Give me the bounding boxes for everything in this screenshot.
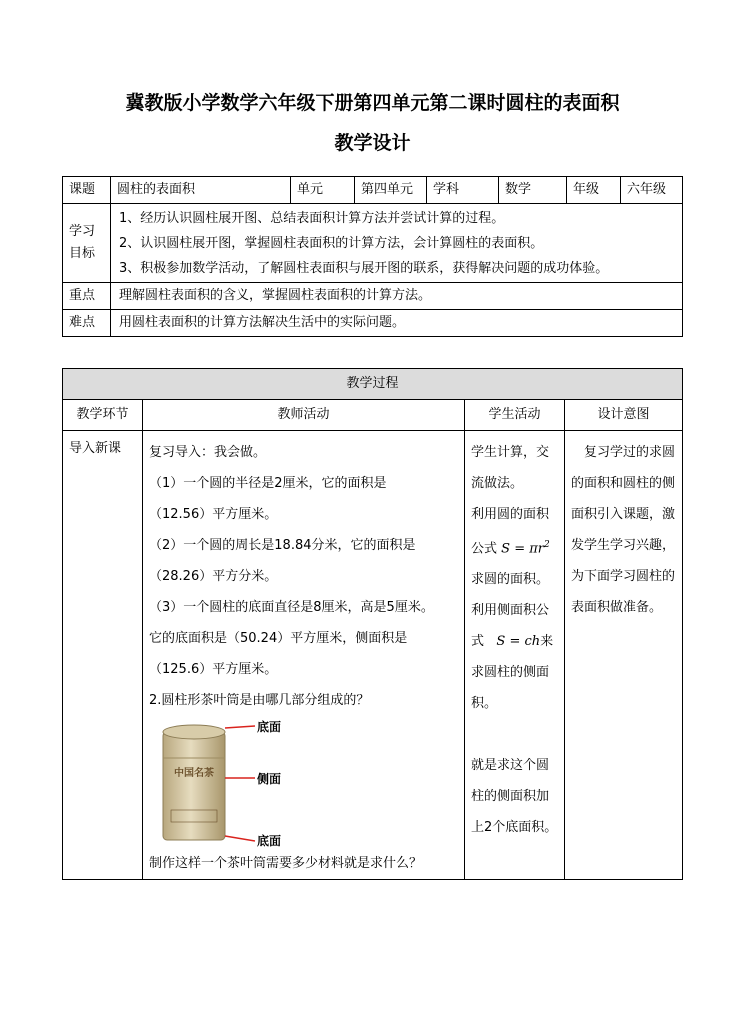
- topic-label: 课题: [63, 177, 111, 204]
- goal-item: 1、经历认识圆柱展开图、总结表面积计算方法并尝试计算的过程。: [119, 210, 505, 226]
- design-intent: 复习学过的求圆的面积和圆柱的侧面积引入课题，激发学生学习兴趣，为下面学习圆柱的表面积做准备。: [565, 431, 683, 880]
- stage-cell: 导入新课: [63, 431, 143, 880]
- grade-label: 年级: [567, 177, 621, 204]
- formula-exponent: 2: [543, 540, 550, 550]
- process-header: 教学过程: [63, 369, 683, 400]
- side-label: 侧面: [257, 772, 282, 786]
- col-teacher: 教师活动: [143, 400, 465, 431]
- lateral-area-formula: S = ch: [496, 634, 541, 650]
- col-intent: 设计意图: [565, 400, 683, 431]
- tea-can-figure: [149, 718, 458, 848]
- student-line: 就是求这个圆: [471, 758, 550, 774]
- can-brand-text: 中国名茶: [174, 768, 214, 779]
- goals-cell: [111, 204, 683, 283]
- col-stage: 教学环节: [63, 400, 143, 431]
- student-line: 流做法。: [471, 476, 524, 491]
- teacher-line: （125.6）平方厘米。: [149, 662, 278, 677]
- student-line: [471, 530, 558, 564]
- subject-label: 学科: [427, 177, 499, 204]
- topic-value: 圆柱的表面积: [111, 177, 291, 204]
- goals-label: 学习目标: [63, 204, 111, 283]
- teacher-line: （12.56）平方厘米。: [149, 507, 278, 522]
- key-label: 重点: [63, 283, 111, 310]
- goal-item: 2、认识圆柱展开图，掌握圆柱表面积的计算方法，会计算圆柱的表面积。: [119, 235, 544, 251]
- spacer: [471, 719, 558, 750]
- col-student: 学生活动: [465, 400, 565, 431]
- grade-value: 六年级: [621, 177, 683, 204]
- top-base-label: 底面: [257, 720, 282, 734]
- student-text: 式: [471, 634, 485, 650]
- student-text: 来: [540, 634, 554, 650]
- goal-item: 3、积极参加数学活动，了解圆柱表面积与展开图的联系，获得解决问题的成功体验。: [119, 260, 609, 276]
- circle-area-formula: S = πr: [501, 541, 544, 557]
- difficulty-label: 难点: [63, 310, 111, 337]
- student-line: 学生计算，交: [471, 445, 550, 460]
- teacher-line: （1）一个圆的半径是2厘米，它的面积是: [149, 476, 387, 491]
- unit-value: 第四单元: [355, 177, 427, 204]
- info-table: [62, 176, 683, 337]
- process-table: [62, 368, 683, 880]
- teacher-line: 2.圆柱形茶叶筒是由哪几部分组成的？: [149, 693, 370, 708]
- teacher-line: 它的底面积是（50.24）平方厘米，侧面积是: [149, 631, 408, 646]
- teacher-line: （3）一个圆柱的底面直径是8厘米，高是5厘米。: [149, 600, 434, 615]
- student-text: 公式: [471, 541, 498, 557]
- document-title: 冀教版小学数学六年级下册第四单元第二课时圆柱的表面积: [125, 92, 620, 114]
- student-line: 利用侧面积公: [471, 603, 550, 619]
- student-activity: [465, 431, 565, 880]
- key-value: 理解圆柱表面积的含义，掌握圆柱表面积的计算方法。: [111, 283, 683, 310]
- unit-label: 单元: [291, 177, 355, 204]
- student-line: 上2个底面积。: [471, 820, 558, 836]
- student-line: 积。: [471, 696, 498, 712]
- teacher-line: （2）一个圆的周长是18.84分米，它的面积是: [149, 538, 416, 553]
- difficulty-value: 用圆柱表面积的计算方法解决生活中的实际问题。: [111, 310, 683, 337]
- student-line: 利用圆的面积: [471, 507, 550, 522]
- teacher-line: 制作这样一个茶叶筒需要多少材料就是求什么？: [149, 856, 423, 871]
- student-line: 求圆的面积。: [471, 572, 550, 588]
- document-subtitle: 教学设计: [334, 132, 411, 154]
- teacher-activity: [143, 431, 465, 880]
- student-line: [471, 626, 558, 657]
- student-line: 求圆柱的侧面: [471, 665, 550, 681]
- student-line: 柱的侧面积加: [471, 789, 550, 805]
- bottom-base-label: 底面: [257, 834, 282, 848]
- teacher-line: 复习导入：我会做。: [149, 445, 267, 460]
- subject-value: 数学: [499, 177, 567, 204]
- teacher-line: （28.26）平方分米。: [149, 569, 278, 584]
